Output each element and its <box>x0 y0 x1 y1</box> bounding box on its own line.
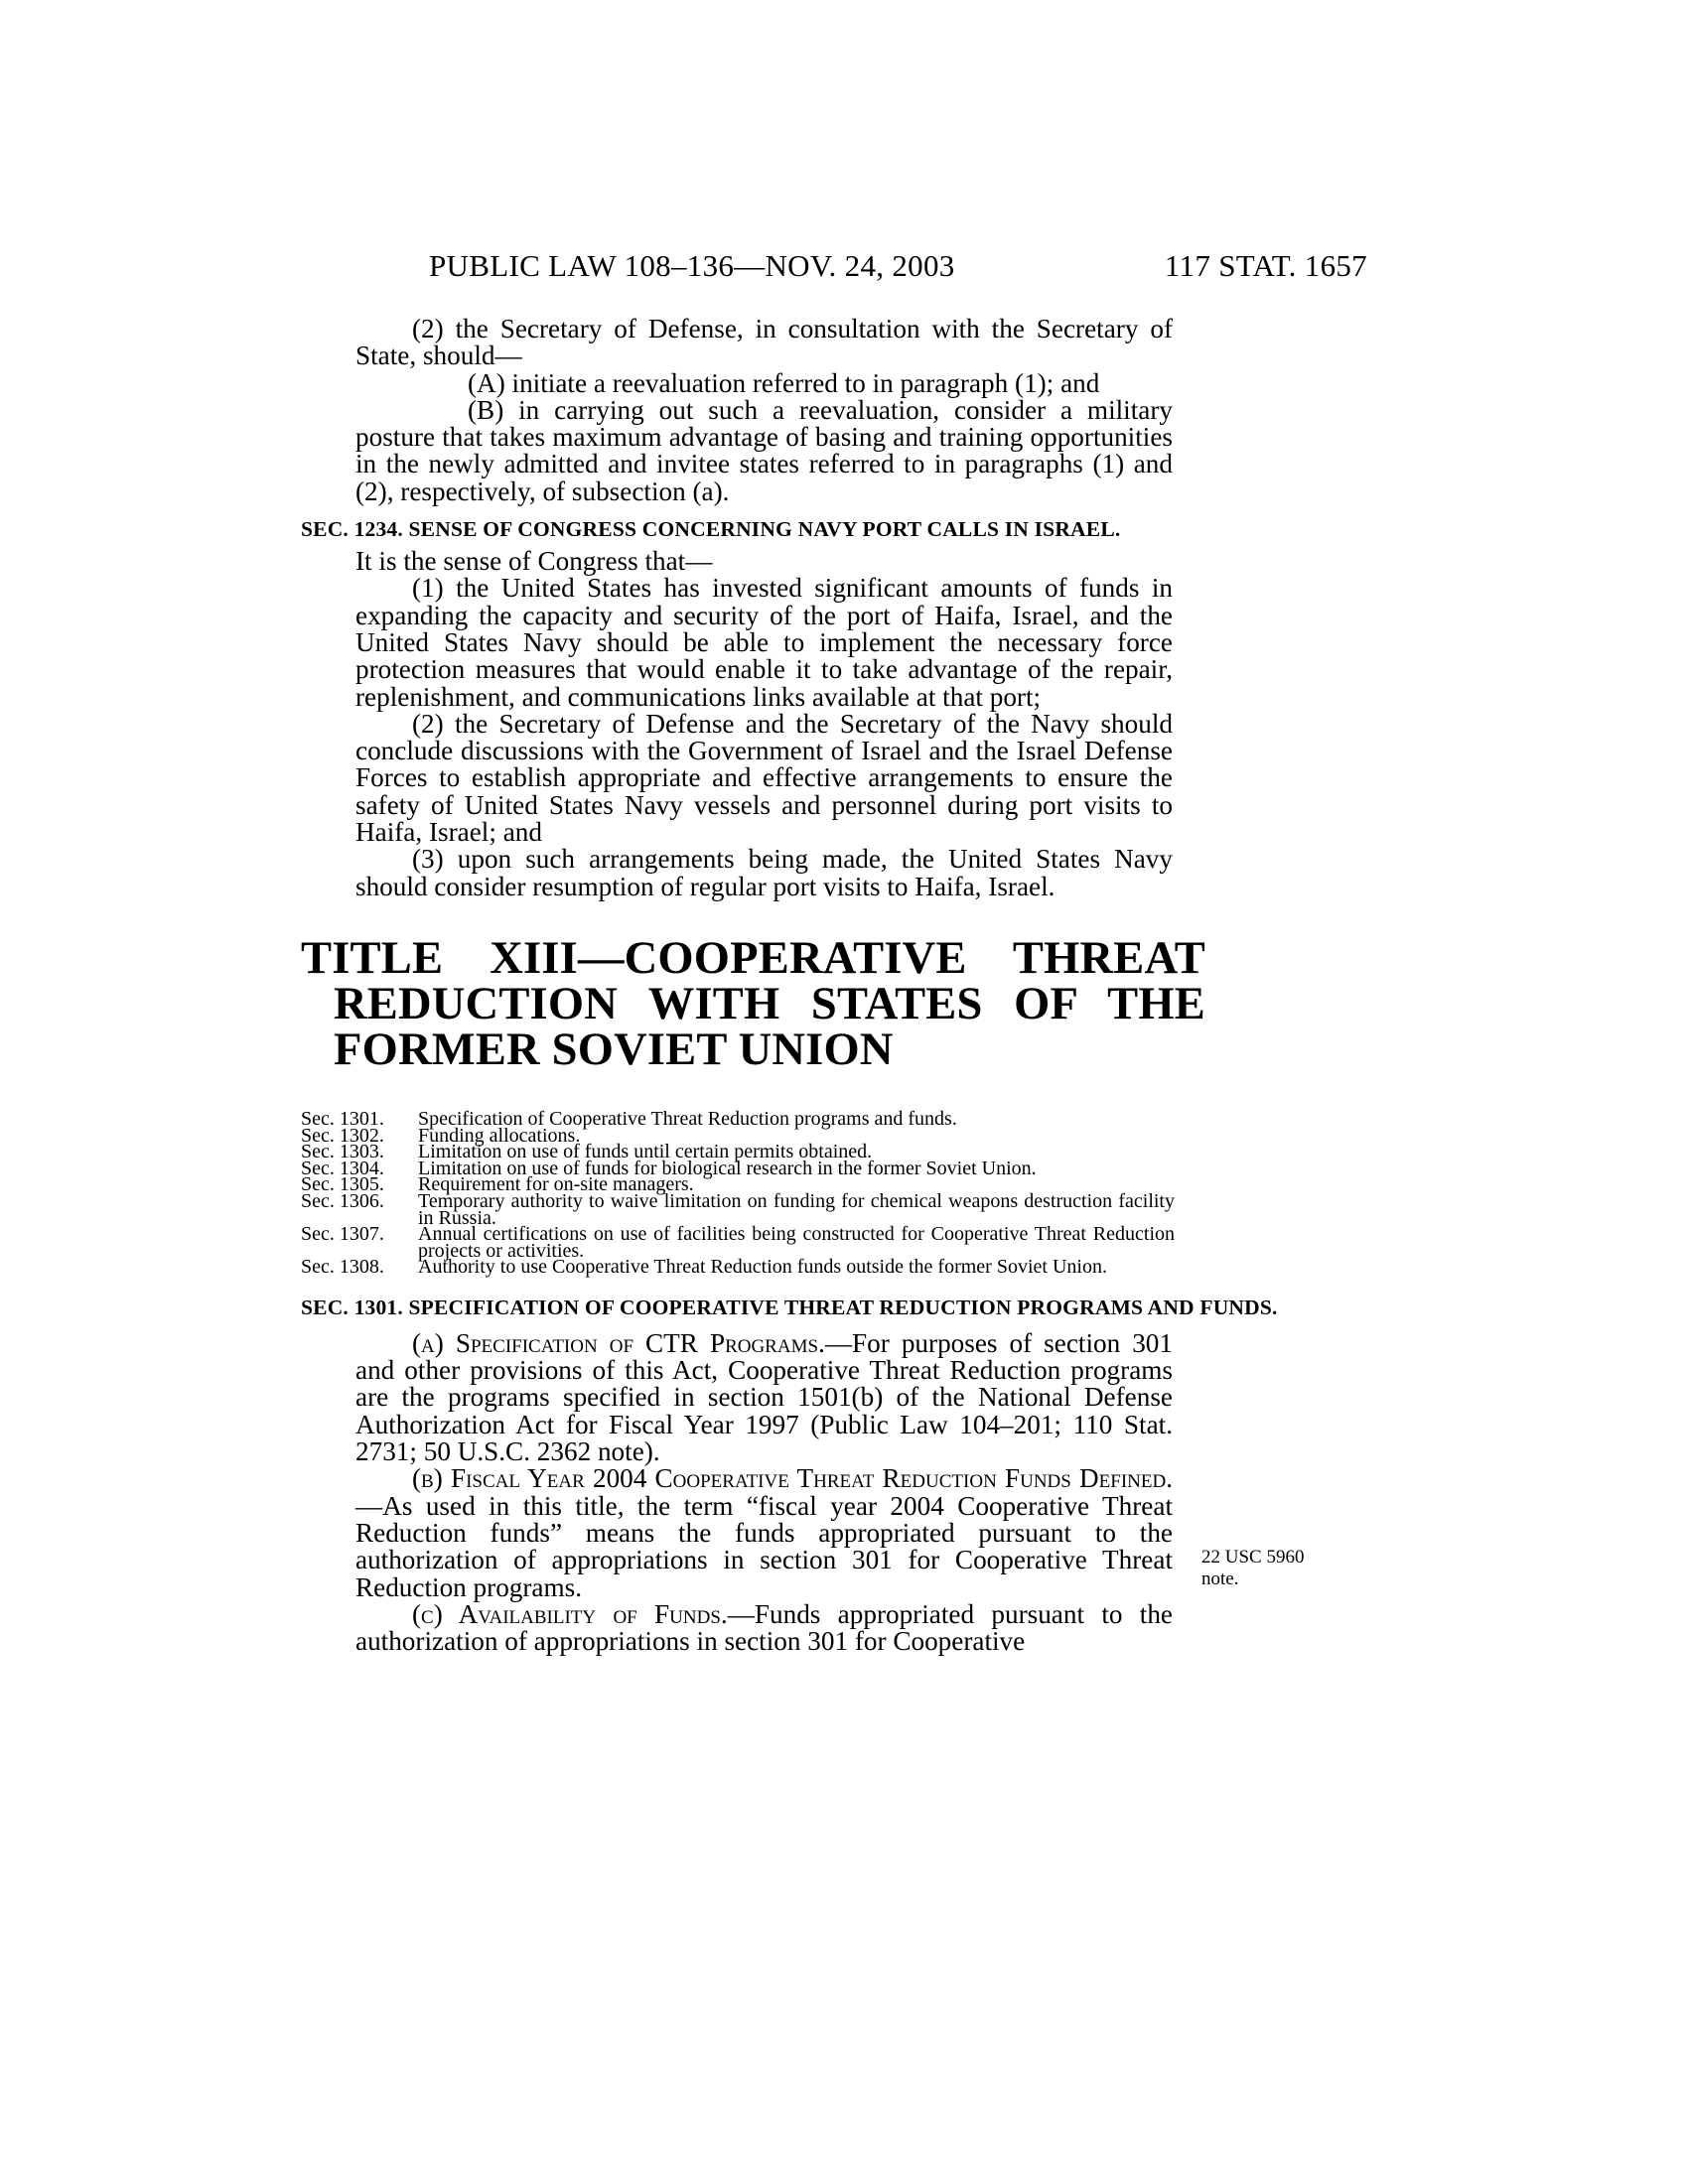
margin-note-suffix: note. <box>1201 1569 1239 1589</box>
subsection-b-text: —As used in this title, the term “fiscal year 2004 Cooperative Threat Reduction funds” means the funds appropriated pursuant to the authorization of appropriations in section 301 for Cooperative Threat Reduction programs. <box>355 1490 1173 1602</box>
toc-section-title: Authority to use Cooperative Threat Reduction funds outside the former Soviet Union. <box>418 1256 1107 1279</box>
toc-section-number: Sec. 1304. <box>301 1157 384 1179</box>
subsection-b-heading: (b) Fiscal Year 2004 Cooperative Threat Reduction Funds Defined. <box>412 1463 1173 1494</box>
subsection-c <box>355 1598 1173 1657</box>
toc-section-title: Requirement for on-site managers. <box>418 1173 694 1196</box>
section-heading-1301: SEC. 1301. SPECIFICATION OF COOPERATIVE THREAT REDUCTION PROGRAMS AND FUNDS. <box>301 1295 1278 1319</box>
subsection-a-heading: (a) Specification of CTR Programs. <box>412 1327 825 1358</box>
toc-row <box>301 1189 1175 1229</box>
toc-row <box>301 1256 1175 1279</box>
toc-section-title: Temporary authority to waive limitation on funding for chemical weapons destruction facility in Russia. <box>418 1189 1175 1229</box>
subsection-a-text: —For purposes of section 301 and other provisions of this Act, Cooperative Threat Reduction programs are the programs specified in section 1501(b) of the National Defense Authorization Act for Fiscal Year 1997 (Public Law 104–201; 110 Stat. 2731; 50 U.S.C. 2362 note). <box>355 1327 1173 1467</box>
statute-page-number: 117 STAT. 1657 <box>1164 248 1367 283</box>
subparagraph-b: (B) in carrying out such a reevaluation, consider a military posture that takes maximum advantage of basing and training opportunities in the newly admitted and invitee states referred to in paragraphs (1) and (2), respectively, of subsection (a). <box>355 394 1173 506</box>
subsection-c-heading: (c) Availability of Funds. <box>412 1598 728 1629</box>
toc-section-title: Specification of Cooperative Threat Reduction programs and funds. <box>418 1107 957 1130</box>
toc-section-title: Funding allocations. <box>418 1124 581 1147</box>
title-xiii-heading: TITLE XIII—COOPERATIVE THREAT REDUCTION WITH STATES OF THE FORMER SOVIET UNION <box>301 932 1205 1075</box>
paragraph-2: (2) the Secretary of Defense, in consultation with the Secretary of State, should— <box>355 314 1173 371</box>
toc-section-title: Annual certifications on use of facilities being constructed for Cooperative Threat Reduction projects or activities. <box>418 1223 1175 1262</box>
toc-section-number: Sec. 1308. <box>301 1256 384 1279</box>
toc-section-number: Sec. 1303. <box>301 1141 384 1163</box>
toc-section-title: Limitation on use of funds until certain permits obtained. <box>418 1141 873 1163</box>
subparagraph-a: (A) initiate a reevaluation referred to in paragraph (1); and <box>468 367 1100 398</box>
margin-note <box>1201 1547 1304 1590</box>
running-head: PUBLIC LAW 108–136—NOV. 24, 2003 <box>429 248 955 283</box>
toc-row <box>301 1223 1175 1262</box>
subsection-b <box>355 1465 1173 1600</box>
section-1234-paragraph-1: (1) the United States has invested significant amounts of funds in expanding the capacity and security of the port of Haifa, Israel, and the United States Navy should be able to implement the necessary force protection measures that would enable it to take advantage of the repair, replenishment, and communications links available at that port; <box>355 573 1173 712</box>
section-1234-intro: It is the sense of Congress that— <box>355 546 713 577</box>
subsection-c-text: —Funds appropriated pursuant to the authorization of appropriations in section 301 for Cooperative <box>355 1598 1173 1657</box>
section-1234-paragraph-2: (2) the Secretary of Defense and the Secretary of the Navy should conclude discussions with the Government of Israel and the Israel Defense Forces to establish appropriate and effective arrangements to ensure the safety of United States Navy vessels and personnel during port visits to Haifa, Israel; and <box>355 708 1173 848</box>
toc-section-number: Sec. 1307. <box>301 1223 384 1246</box>
section-heading-1234: SEC. 1234. SENSE OF CONGRESS CONCERNING NAVY PORT CALLS IN ISRAEL. <box>301 517 1121 542</box>
section-1234-paragraph-3: (3) upon such arrangements being made, the United States Navy should consider resumption of regular port visits to Haifa, Israel. <box>355 844 1173 901</box>
toc-section-number: Sec. 1302. <box>301 1124 384 1147</box>
toc-section-title: Limitation on use of funds for biological research in the former Soviet Union. <box>418 1157 1037 1179</box>
margin-note-citation: 22 USC 5960 <box>1201 1547 1305 1568</box>
toc-section-number: Sec. 1301. <box>301 1107 384 1130</box>
subsection-a <box>355 1327 1173 1467</box>
toc-section-number: Sec. 1305. <box>301 1173 384 1196</box>
toc-section-number: Sec. 1306. <box>301 1189 384 1212</box>
table-of-contents <box>301 1107 1175 1279</box>
